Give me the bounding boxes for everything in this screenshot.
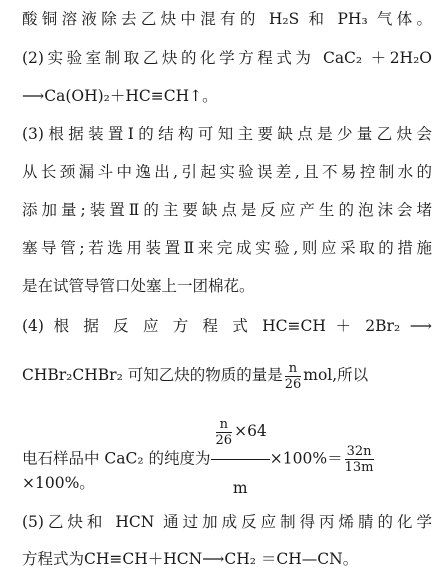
text-line-12: ×100%。 <box>22 474 95 492</box>
purity-compound-denominator: m <box>232 479 248 497</box>
result-fraction-numerator: 32n <box>346 444 372 459</box>
mol-fraction-denominator: 26 <box>284 376 302 392</box>
inner-times-64: ×64 <box>234 422 267 440</box>
text-line-13: (5)乙炔和 HCN 通过加成反应制得丙烯腈的化学 <box>22 513 432 531</box>
text-line-10 <box>22 358 368 392</box>
mol-fraction-numerator: n <box>285 361 302 377</box>
text-line-4: (3)根据装置Ⅰ的结构可知主要缺点是少量乙炔会 <box>22 125 432 143</box>
text-line-7: 塞导管;若选用装置Ⅱ来完成实验,则应采取的措施 <box>22 239 432 257</box>
text-line-5: 从长颈漏斗中逸出,引起实验误差,且不易控制水的 <box>22 163 432 181</box>
text-line-11-mid: ×100%＝ <box>269 449 343 468</box>
inner-fraction <box>216 417 233 448</box>
result-fraction <box>345 444 374 475</box>
inner-fraction-numerator: n <box>216 417 233 433</box>
text-line-10-end: mol,所以 <box>303 366 369 384</box>
text-line-1: 酸铜溶液除去乙炔中混有的 H₂S 和 PH₃ 气体。 <box>22 10 432 28</box>
purity-compound-fraction <box>211 404 270 515</box>
text-line-11 <box>22 404 376 515</box>
text-line-9: (4) 根 据 反 应 方 程 式 HC≡CH ＋ 2Br₂ ⟶ <box>22 317 432 335</box>
text-line-11-start: 电石样品中 CaC₂ 的纯度为 <box>22 449 211 468</box>
text-line-8: 是在试管导管口处塞上一团棉花。 <box>22 277 255 295</box>
text-line-2: (2)实验室制取乙炔的化学方程式为 CaC₂ ＋2H₂O <box>22 49 432 67</box>
equation-line-3: ⟶Ca(OH)₂＋HC≡CH↑。 <box>22 87 218 105</box>
equation-line-14: 方程式为CH≡CH＋HCN⟶CH₂ ＝CH—CN。 <box>22 550 359 568</box>
purity-compound-numerator <box>211 404 270 460</box>
mol-fraction <box>285 361 302 392</box>
inner-fraction-denominator: 26 <box>215 432 233 448</box>
text-line-10-start: CHBr₂CHBr₂ 可知乙炔的物质的量是 <box>22 366 283 384</box>
text-line-6: 添加量;装置Ⅱ的主要缺点是反应产生的泡沫会堵 <box>22 201 432 219</box>
result-fraction-denominator: 13m <box>344 460 374 475</box>
